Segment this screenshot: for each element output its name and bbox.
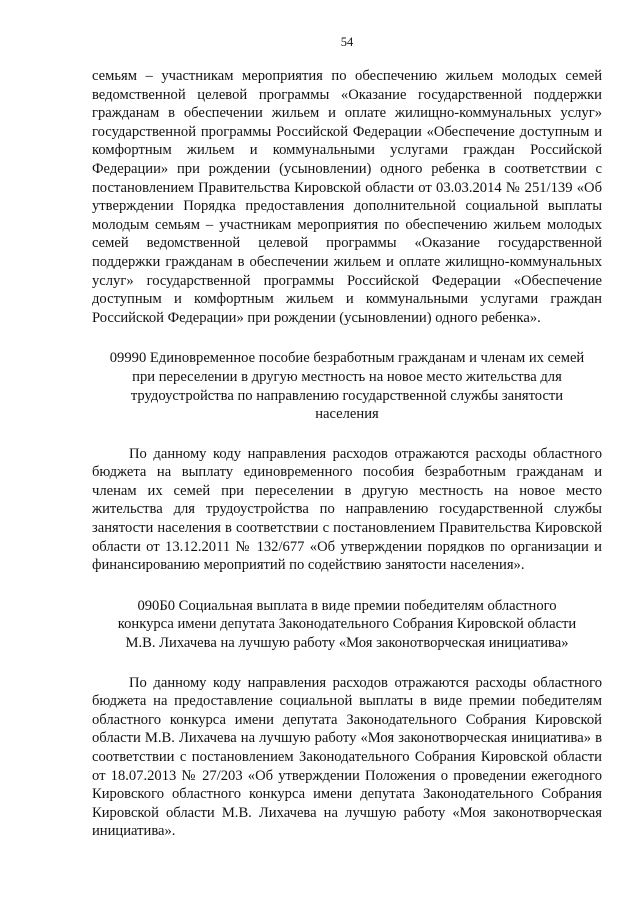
- heading-line: трудоустройства по направлению государственной службы занятости: [130, 387, 564, 404]
- page-number: 54: [340, 35, 354, 49]
- section-body: По данному коду направления расходов отражаются расходы областного бюджета на выплату единовременного пособия безработным гражданам и членам их семей при переселении в другую местность на новое место жительства для трудоустройства по направлению государственной службы занятости населения в соответствии с постановлением Правительства Кировской области от 13.12.2011 № 132/677 «Об утверждении порядков по организации и финансированию мероприятий по содействию занятости населения».: [92, 445, 602, 574]
- heading-line: М.В. Лихачева на лучшую работу «Моя законотворческая инициатива»: [125, 635, 569, 652]
- intro-paragraph: семьям – участникам мероприятия по обеспечению жильем молодых семей ведомственной целевой программы «Оказание государственной поддержки гражданам в обеспечении жильем и оплате жилищно-коммунальных услуг» государственной программы Российской Федерации «Обеспечение доступным и комфортным жильем и коммунальными услугами граждан Российской Федерации» при рождении (усыновлении) одного ребенка в соответствии с постановлением Правительства Кировской области от 03.03.2014 № 251/139 «Об утверждении Порядка предоставления дополнительной социальной выплаты молодым семьям – участникам мероприятия по обеспечению жильем молодых семей ведомственной целевой программы «Оказание государственной поддержки гражданам в обеспечении жильем и оплате жилищно-коммунальных услуг» государственной программы Российской Федерации «Обеспечение доступным и комфортным жильем и коммунальными услугами граждан Российской Федерации» при рождении (усыновлении) одного ребенка».: [92, 68, 602, 326]
- section-heading: [92, 349, 602, 423]
- section-body: По данному коду направления расходов отражаются расходы областного бюджета на предоставление социальной выплаты в виде премии победителям областного конкурса имени депутата Законодательного Собрания Кировской области М.В. Лихачева на лучшую работу «Моя законотворческая инициатива» в соответствии с постановлением Законодательного Собрания Кировской области от 18.07.2013 № 27/203 «Об утверждении Положения о проведении ежегодного Кировского областного конкурса имени депутата Законодательного Собрания Кировской области М.В. Лихачева на лучшую работу «Моя законотворческая инициатива».: [92, 674, 602, 840]
- heading-line: при переселении в другую местность на новое место жительства для: [132, 368, 562, 385]
- heading-line: 090Б0 Социальная выплата в виде премии победителям областного: [137, 597, 557, 614]
- section-heading: [92, 597, 602, 653]
- document-page: [92, 34, 602, 841]
- section-09990: [92, 349, 602, 575]
- heading-line: 09990 Единовременное пособие безработным гражданам и членам их семей: [109, 350, 585, 367]
- heading-line: конкурса имени депутата Законодательного Собрания Кировской области: [117, 616, 577, 633]
- heading-line: населения: [315, 406, 379, 423]
- section-090b0: [92, 597, 602, 841]
